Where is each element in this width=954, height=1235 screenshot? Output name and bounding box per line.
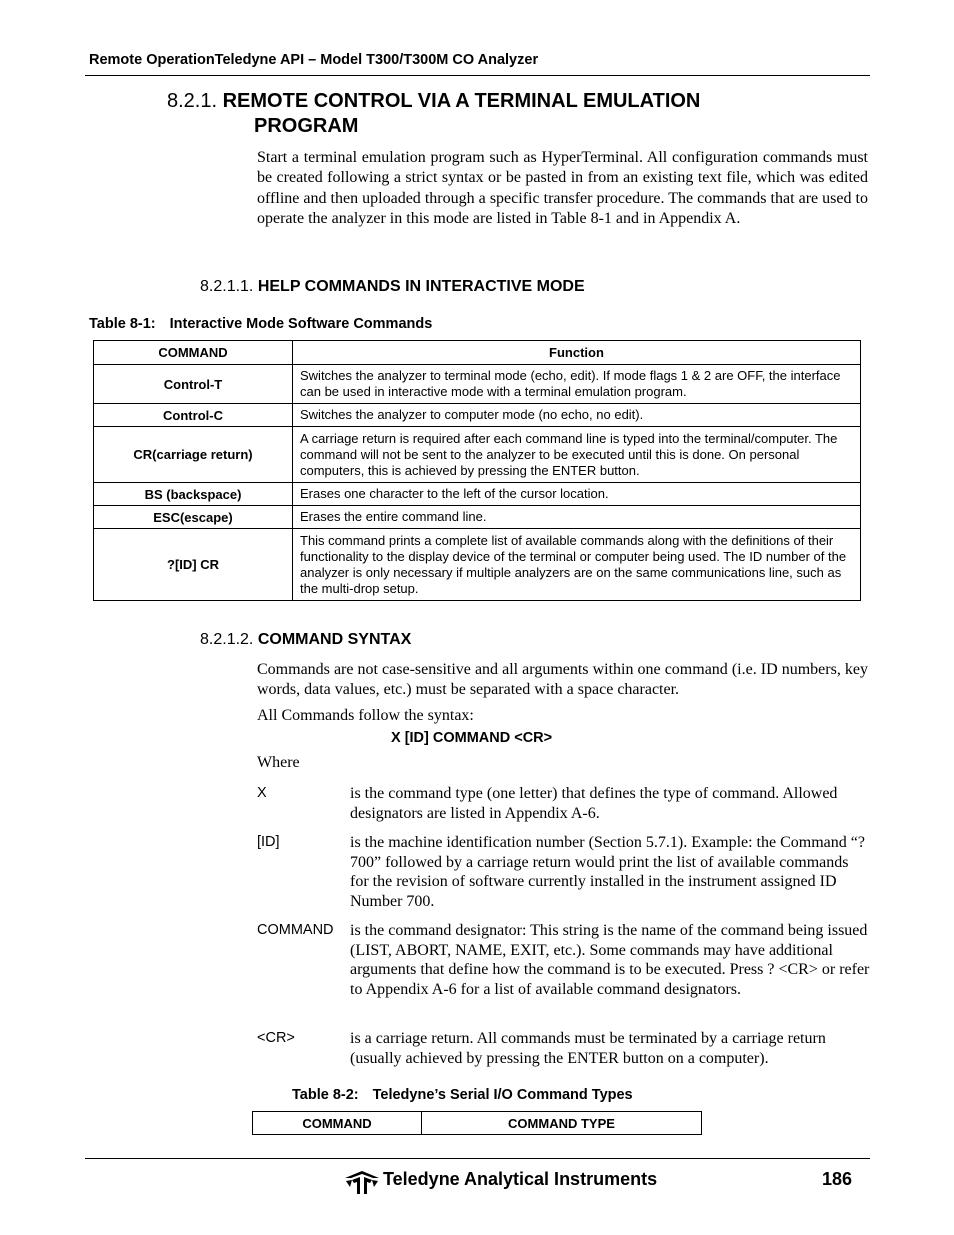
column-header-command: COMMAND — [253, 1112, 422, 1135]
definition-text: is a carriage return. All commands must be terminated by a carriage return (usually achieved by pressing the ENTER button on a computer). — [350, 1030, 826, 1067]
table1-caption-title: Interactive Mode Software Commands — [169, 316, 433, 332]
table-header-row — [94, 341, 861, 365]
table-row — [94, 506, 861, 529]
table-row — [94, 427, 861, 483]
column-header-command: COMMAND — [94, 341, 293, 365]
syntax-intro-text: All Commands follow the syntax: — [257, 707, 474, 724]
table1-caption-label: Table 8-1: — [89, 316, 156, 332]
syntax-line: X [ID] COMMAND <CR> — [391, 730, 553, 746]
table1-caption — [89, 316, 432, 332]
subsection-number: 8.2.1.2. — [200, 631, 254, 648]
definition-term: X — [257, 785, 267, 801]
definition-text: is the machine identification number (Section 5.7.1). Example: the Command “? 700” followed by a carriage return would print the list of available commands for the revision of software currently installed in the instrument assigned ID Number 700. — [350, 834, 865, 911]
command-cell: Control-T — [94, 365, 293, 404]
command-cell: Control-C — [94, 404, 293, 427]
subsection-heading-help — [200, 278, 585, 296]
command-types-table — [252, 1111, 702, 1135]
function-cell: Erases one character to the left of the cursor location. — [293, 483, 861, 506]
column-header-function: Function — [293, 341, 861, 365]
teledyne-logo-icon — [344, 1168, 380, 1196]
table-row — [94, 529, 861, 601]
footer-divider — [85, 1158, 870, 1159]
function-cell: This command prints a complete list of available commands along with the definitions of their functionality to the display device of the terminal or computer being used. The ID number of the analyzer is only necessary if multiple analyzers are on the same communications line, such as the multi-drop setup. — [293, 529, 861, 601]
section-heading — [167, 89, 700, 139]
function-cell: Switches the analyzer to computer mode (no echo, no edit). — [293, 404, 861, 427]
subsection-title: HELP COMMANDS IN INTERACTIVE MODE — [257, 278, 585, 295]
command-cell: BS (backspace) — [94, 483, 293, 506]
syntax-paragraph: Commands are not case-sensitive and all arguments within one command (i.e. ID numbers, key words, data values, etc.) must be separated with a space character. — [257, 661, 868, 699]
page-number: 186 — [822, 1169, 853, 1189]
table-row — [94, 483, 861, 506]
table2-caption-title: Teledyne’s Serial I/O Command Types — [372, 1087, 633, 1103]
function-cell: Switches the analyzer to terminal mode (echo, edit). If mode flags 1 & 2 are OFF, the interface can be used in interactive mode with a terminal emulation program. — [293, 365, 861, 404]
subsection-number: 8.2.1.1. — [200, 278, 254, 295]
where-label: Where — [257, 754, 300, 771]
section-title-line1: REMOTE CONTROL VIA A TERMINAL EMULATION — [222, 90, 701, 112]
subsection-title: COMMAND SYNTAX — [257, 631, 412, 648]
definition-term: COMMAND — [257, 922, 334, 938]
table-row — [94, 365, 861, 404]
definition-text: is the command type (one letter) that defines the type of command. Allowed designators are listed in Appendix A-6. — [350, 785, 838, 822]
definition-term: <CR> — [257, 1030, 295, 1046]
function-cell: A carriage return is required after each command line is typed into the terminal/computer. The command will not be sent to the analyzer to be executed until this is done. On personal computers, this is achieved by pressing the ENTER button. — [293, 427, 861, 483]
table-row — [94, 404, 861, 427]
command-cell: CR(carriage return) — [94, 427, 293, 483]
interactive-commands-table — [93, 340, 861, 601]
section-title-line2: PROGRAM — [254, 115, 359, 137]
running-header: Remote OperationTeledyne API – Model T300/T300M CO Analyzer — [89, 52, 539, 68]
intro-paragraph: Start a terminal emulation program such as HyperTerminal. All configuration commands must be created following a strict syntax or be pasted in from an existing text file, which was edited offline and then uploaded through a specific transfer procedure. The commands that are used to operate the analyzer in this mode are listed in Table 8-1 and in Appendix A. — [257, 149, 868, 227]
command-cell: ESC(escape) — [94, 506, 293, 529]
function-cell: Erases the entire command line. — [293, 506, 861, 529]
subsection-heading-syntax — [200, 631, 411, 649]
command-cell: ?[ID] CR — [94, 529, 293, 601]
header-divider — [85, 75, 870, 76]
definition-term: [ID] — [257, 834, 280, 850]
column-header-command-type: COMMAND TYPE — [422, 1112, 702, 1135]
table-header-row — [253, 1112, 702, 1135]
table2-caption — [292, 1087, 633, 1103]
table2-caption-label: Table 8-2: — [292, 1087, 359, 1103]
definition-text: is the command designator: This string is the name of the command being issued (LIST, ABORT, NAME, EXIT, etc.). Some commands may have additional arguments that define how the command is to be executed. Press ? <CR> or refer to Appendix A-6 for a list of available command designators. — [350, 922, 870, 999]
footer-company: Teledyne Analytical Instruments — [383, 1169, 658, 1189]
section-number: 8.2.1. — [167, 90, 218, 112]
